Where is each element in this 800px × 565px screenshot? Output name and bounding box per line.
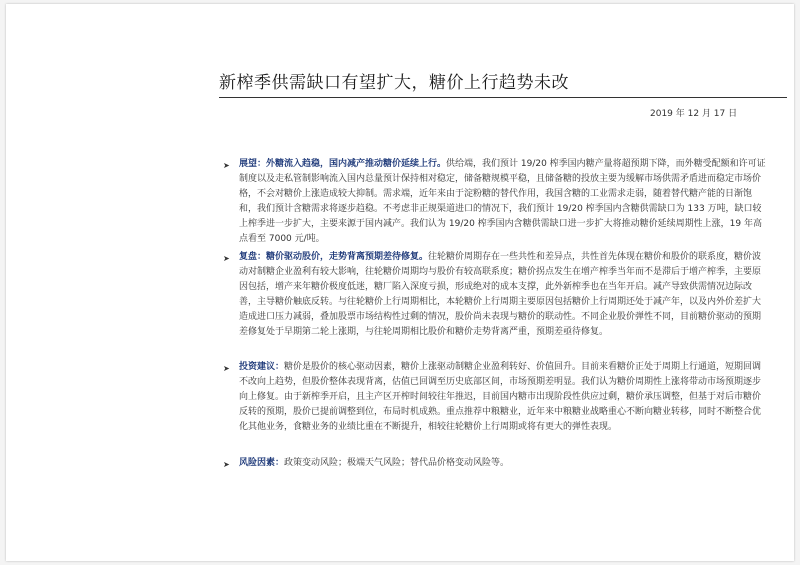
bullet-lead: 展望：外糖流入趋稳，国内减产推动糖价延续上行。 — [239, 159, 447, 169]
bullet-text: 政策变动风险；极端天气风险；替代品价格变动风险等。 — [284, 458, 510, 468]
bullet-body — [239, 360, 767, 435]
bullet-text: 糖价是股价的核心驱动因素，糖价上涨驱动制糖企业盈利转好、价值回升。目前来看糖价正处于周期上行通道，短期回调不改向上趋势，但股价整体表现背离，估值已回调至历史底部区间，市场预期差明显。我们认为糖价周期性上涨将带动市场预期逐步向上修复。由于新榨季开启，且主产区开榨时间较往年推迟，目前国内糖市出现阶段性供应过剩，糖价承压调整，但基于对后市糖价反转的预期，股价已提前调整到位，布局时机成熟。重点推荐中粮糖业，近年来中粮糖业战略重心不断向糖业转移，同时不断整合优化其他业务，食糖业务的业绩比重在不断提升，相较往轮糖价上行周期或将有更大的弹性表现。 — [239, 362, 762, 432]
bullet-outlook — [223, 157, 767, 247]
arrow-bullet-icon: ➤ — [223, 254, 230, 263]
arrow-bullet-icon: ➤ — [223, 460, 230, 469]
report-date: 2019 年 12 月 17 日 — [650, 109, 738, 119]
report-title: 新榨季供需缺口有望扩大，糖价上行趋势未改 — [219, 73, 569, 93]
bullet-lead: 投资建议： — [239, 362, 285, 372]
report-page — [6, 4, 794, 561]
arrow-bullet-icon: ➤ — [223, 161, 230, 170]
bullet-body — [239, 250, 767, 340]
bullet-lead: 风险因素： — [239, 458, 285, 468]
bullet-investment — [223, 360, 767, 435]
bullet-review — [223, 250, 767, 340]
title-divider — [219, 97, 787, 98]
bullet-text: 供给端，我们预计 19/20 榨季国内糖产量将超预期下降，而外糖受配额和许可证制度以及走私管制影响流入国内总量预计保持相对稳定，储备糖规模平稳，且储备糖的投放主要为缓解市场供需矛盾进而稳定市场价格，不会对糖价上涨造成较大抑制。需求端，近年来由于淀粉糖的替代作用，我国含糖的工业需求走弱，随着替代糖产能的日渐饱和，我们预计含糖需求将逐步趋稳。不考虑非正规渠道进口的情况下，我们预计 19/20 榨季国内含糖供需缺口为 133 万吨，缺口较上榨季进一步扩大，主要来源于国内减产。我们认为 19/20 榨季国内含糖供需缺口进一步扩大将推动糖价延续周期性上涨，19 年高点看至 7000 元/吨。 — [239, 159, 766, 244]
bullet-lead: 复盘：糖价驱动股价，走势背离预期差待修复。 — [239, 252, 429, 262]
arrow-bullet-icon: ➤ — [223, 364, 230, 373]
bullet-risk — [223, 456, 767, 471]
bullet-text: 往轮糖价周期存在一些共性和差异点，共性首先体现在糖价和股价的联系度，糖价波动对制糖企业盈利有较大影响，往轮糖价周期均与股价有较高联系度；糖价拐点发生在增产榨季当年而不是滞后于增产榨季，主要原因包括，增产来年糖价极度低迷，糖厂陷入深度亏损，形成绝对的成本支撑，此外新榨季也在当年开启。减产导致供需情况边际改善，主导糖价触底反转。与往轮糖价上行周期相比，本轮糖价上行周期主要原因包括糖价上行周期还处于减产年，以及内外价差扩大造成进口压力减弱，叠加股票市场结构性过剩的情况，股价尚未表现与糖价的联动性。不同企业股价弹性不同，目前糖价驱动的预期差修复处于早期第二轮上涨期，与往轮周期相比股价和糖价走势背离严重，预期差亟待修复。 — [239, 252, 762, 337]
bullet-body — [239, 456, 767, 471]
bullet-body — [239, 157, 767, 247]
